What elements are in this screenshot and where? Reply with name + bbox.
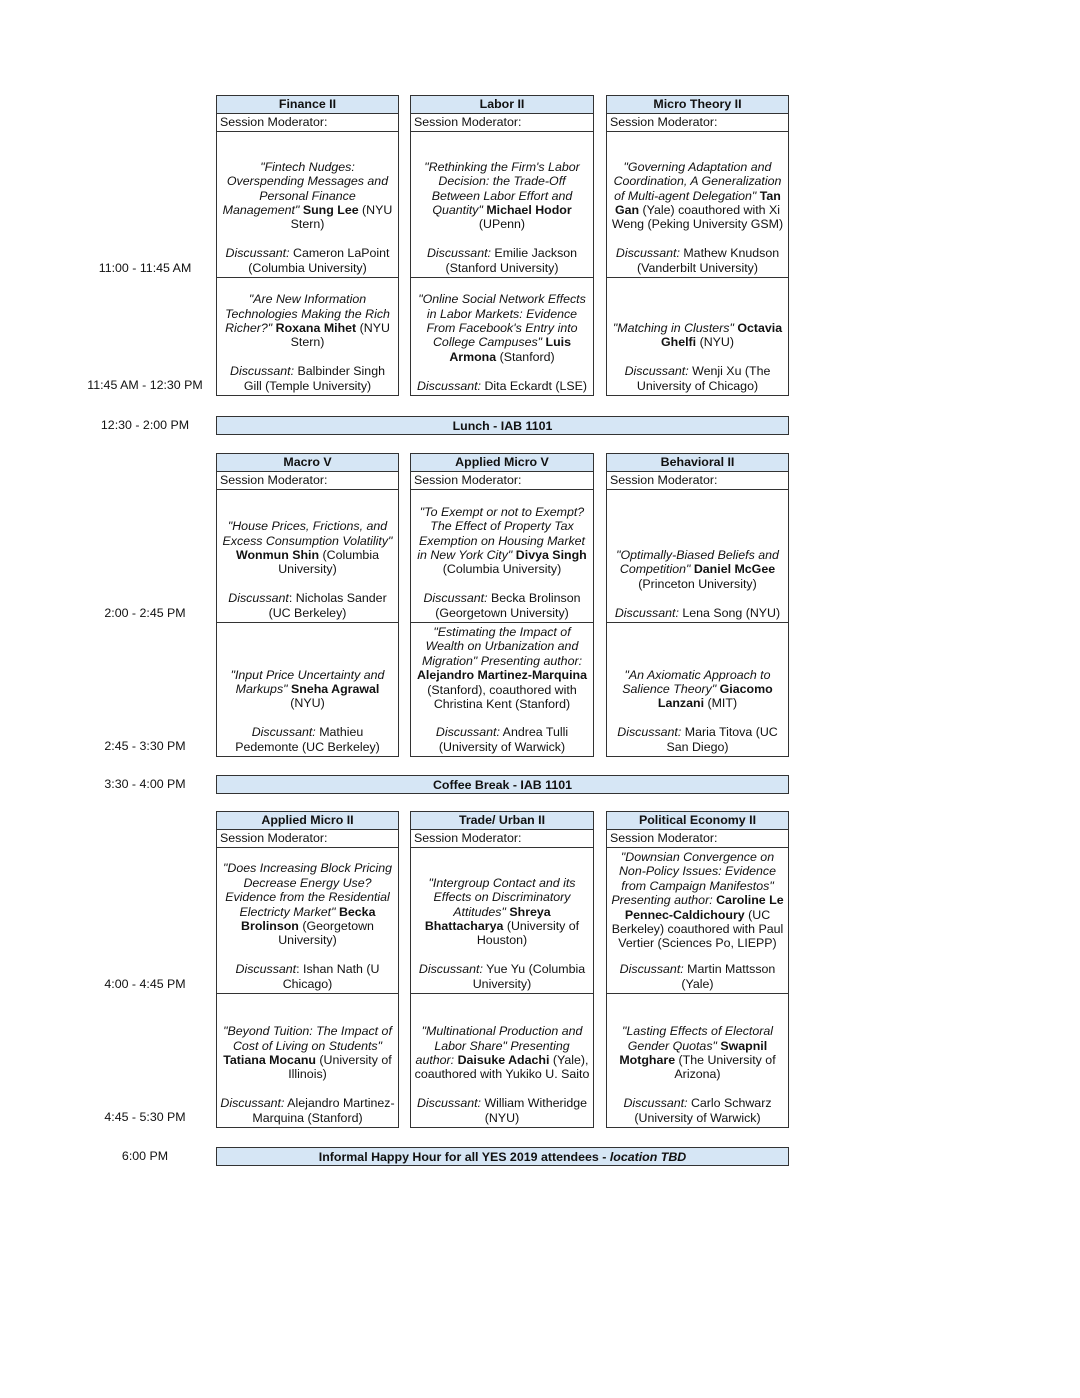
discussant-name: Dita Eckardt (LSE) xyxy=(481,378,588,393)
discussant-name: : Ishan Nath (U Chicago) xyxy=(282,962,380,991)
paper-affiliation: (Yale) coauthored with Xi Weng (Peking University GSM) xyxy=(611,202,784,232)
paper-info xyxy=(220,668,395,711)
session-title: Applied Micro II xyxy=(217,812,398,830)
session-moderator: Session Moderator: xyxy=(411,830,593,848)
paper-title: "Online Social Network Effects in Labor Markets: Evidence From Facebook's Entry into College Campuses" xyxy=(418,292,586,350)
session-column xyxy=(606,811,789,1128)
discussant-name: Maria Titova (UC San Diego) xyxy=(666,725,778,754)
discussant xyxy=(220,246,395,275)
time-slot: 2:00 - 2:45 PM xyxy=(104,606,186,620)
paper-info xyxy=(414,160,590,232)
paper-info xyxy=(414,625,590,711)
discussant-label: Discussant: xyxy=(426,246,491,261)
paper-affiliation: (Yale), coauthored with Yukiko U. Saito xyxy=(414,1052,590,1082)
paper-cell xyxy=(607,623,788,756)
paper-affiliation: (Princeton University) xyxy=(638,576,757,591)
paper-cell xyxy=(411,132,593,278)
break-label: Informal Happy Hour for all YES 2019 attendees - xyxy=(318,1150,610,1164)
time-slot: 2:45 - 3:30 PM xyxy=(104,739,186,753)
break-label: Coffee Break - IAB 1101 xyxy=(432,778,573,792)
paper-title: "Optimally-Biased Beliefs and Competition" xyxy=(616,547,779,577)
paper-author: Sung Lee xyxy=(302,202,359,217)
paper-cell xyxy=(217,623,398,756)
session-column xyxy=(410,811,594,1128)
paper-title: "Matching in Clusters" xyxy=(612,320,734,335)
discussant-label: Discussant: xyxy=(614,605,679,620)
session-moderator: Session Moderator: xyxy=(607,472,788,490)
paper-author: Roxana Mihet xyxy=(275,320,357,335)
discussant xyxy=(220,725,395,754)
paper-info xyxy=(610,850,785,951)
discussant-name: Wenji Xu (The University of Chicago) xyxy=(636,364,771,393)
time-slot: 4:00 - 4:45 PM xyxy=(104,977,186,991)
paper-author: Swapnil Motgharе xyxy=(619,1038,768,1067)
paper-info xyxy=(414,876,590,948)
paper-author: Wonmun Shin xyxy=(236,547,320,562)
break-label: Lunch - IAB 1101 xyxy=(452,419,553,433)
discussant-name: Balbinder Singh Gill (Temple University) xyxy=(243,364,385,393)
break-time: 3:30 - 4:00 PM xyxy=(104,777,186,791)
paper-info xyxy=(414,505,590,577)
break-bar xyxy=(216,416,789,435)
discussant-label: Discussant xyxy=(235,962,297,977)
paper-title: "Does Increasing Block Pricing Decrease Energy Use? Evidence from the Residential Electricty Market" xyxy=(223,861,392,919)
paper-title: "An Axiomatic Approach to Salience Theory" xyxy=(622,667,771,696)
paper-cell xyxy=(217,848,398,994)
paper-author: Giacomo Lanzani xyxy=(657,681,773,711)
discussant xyxy=(414,246,590,275)
paper-cell xyxy=(607,132,788,278)
session-moderator: Session Moderator: xyxy=(607,114,788,132)
discussant-label: Discussant: xyxy=(435,725,500,740)
break-bar xyxy=(216,1147,789,1166)
session-column xyxy=(216,811,399,1128)
paper-title: "Intergroup Contact and its Effects on Discriminatory Attitudes" xyxy=(428,875,576,919)
session-title: Finance II xyxy=(217,96,398,114)
session-moderator: Session Moderator: xyxy=(217,472,398,490)
discussant xyxy=(220,1096,395,1125)
paper-cell xyxy=(411,994,593,1127)
discussant-name: Cameron LaPoint (Columbia University) xyxy=(248,246,390,275)
paper-title: "Multinational Production and Labor Share" Presenting author: xyxy=(415,1024,583,1067)
session-column xyxy=(606,453,789,757)
paper-info xyxy=(414,292,590,364)
session-title: Micro Theory II xyxy=(607,96,788,114)
paper-affiliation: (Stanford), coauthored with Christina Kent (Stanford) xyxy=(427,682,577,712)
discussant xyxy=(610,364,785,393)
paper-author: Daniel McGee xyxy=(693,562,776,577)
discussant xyxy=(414,1096,590,1125)
paper-affiliation: (University of Illinois) xyxy=(288,1052,392,1082)
discussant xyxy=(414,591,590,620)
discussant xyxy=(417,379,587,393)
discussant-name: Mathew Knudson (Vanderbilt University) xyxy=(637,246,780,275)
paper-author: Becka Brolinson xyxy=(241,904,376,933)
paper-info xyxy=(610,1024,785,1082)
paper-info xyxy=(220,861,395,947)
discussant-label: Discussant: xyxy=(617,725,682,740)
break-time: 12:30 - 2:00 PM xyxy=(100,418,190,432)
discussant-label: Discussant: xyxy=(416,378,481,393)
paper-author: Caroline Le Pennec-Caldichoury xyxy=(624,893,784,922)
paper-info xyxy=(220,292,395,350)
paper-title: "Are New Information Technologies Making the Rich Richer?" xyxy=(225,292,390,335)
discussant xyxy=(220,364,395,393)
session-title: Trade/ Urban II xyxy=(411,812,593,830)
paper-author: Luis Armona xyxy=(449,335,572,364)
session-title: Applied Micro V xyxy=(411,454,593,472)
time-slot: 11:00 - 11:45 AM xyxy=(98,261,192,275)
discussant-label: Discussant: xyxy=(615,246,680,261)
paper-cell xyxy=(411,490,593,623)
paper-title: "To Exempt or not to Exempt? The Effect of Property Tax Exemption on Housing Market in New York City" xyxy=(417,504,585,562)
discussant-name: Carlo Schwarz (University of Warwick) xyxy=(634,1096,772,1125)
discussant xyxy=(610,246,785,275)
discussant-label: Discussant: xyxy=(418,962,483,977)
discussant-name: Mathieu Pedemonte (UC Berkeley) xyxy=(235,725,380,754)
discussant xyxy=(414,962,590,991)
discussant xyxy=(610,1096,785,1125)
discussant-name: Lena Song (NYU) xyxy=(678,605,781,620)
paper-title: "Downsian Convergence on Non-Policy Issues: Evidence from Campaign Manifestos" Presenting author: xyxy=(611,850,777,908)
paper-title: "Fintech Nudges: Overspending Messages and Personal Finance Management" xyxy=(222,159,389,217)
discussant-label: Discussant: xyxy=(230,364,295,379)
paper-title: "House Prices, Frictions, and Excess Consumption Volatility" xyxy=(222,519,393,548)
paper-cell xyxy=(217,278,398,395)
discussant-label: Discussant xyxy=(228,591,289,606)
paper-cell xyxy=(411,278,593,395)
discussant-label: Discussant: xyxy=(220,1096,285,1111)
discussant xyxy=(610,962,785,991)
paper-affiliation: (UC Berkeley) coauthored with Paul Vertier (Sciences Po, LIEPP) xyxy=(611,907,784,951)
paper-affiliation: (NYU) xyxy=(290,696,325,711)
paper-affiliation: (Columbia University) xyxy=(278,547,379,577)
paper-cell xyxy=(607,278,788,395)
session-moderator: Session Moderator: xyxy=(217,114,398,132)
paper-cell xyxy=(411,623,593,756)
session-column xyxy=(410,95,594,396)
discussant-name: : Nicholas Sander (UC Berkeley) xyxy=(268,591,387,620)
discussant xyxy=(220,962,395,991)
paper-affiliation: (NYU Stern) xyxy=(290,202,393,232)
discussant xyxy=(220,591,395,620)
session-moderator: Session Moderator: xyxy=(607,830,788,848)
break-label-italic: location TBD xyxy=(609,1150,687,1164)
paper-author: Michael Hodor xyxy=(486,202,572,217)
session-moderator: Session Moderator: xyxy=(411,114,593,132)
discussant-label: Discussant: xyxy=(416,1096,481,1111)
time-slot: 4:45 - 5:30 PM xyxy=(104,1110,186,1124)
discussant-name: Becka Brolinson (Georgetown University) xyxy=(435,591,581,620)
discussant-name: Yue Yu (Columbia University) xyxy=(472,962,586,991)
paper-author: Shreya Bhattacharya xyxy=(424,904,551,933)
discussant-name: William Witheridge (NYU) xyxy=(481,1096,588,1125)
session-title: Macro V xyxy=(217,454,398,472)
session-moderator: Session Moderator: xyxy=(217,830,398,848)
paper-info xyxy=(610,321,785,350)
discussant xyxy=(615,606,780,620)
paper-author: Tan Gan xyxy=(614,188,781,217)
discussant-label: Discussant: xyxy=(423,591,488,606)
session-title: Political Economy II xyxy=(607,812,788,830)
paper-title: "Rethinking the Firm's Labor Decision: the Trade-Off Between Labor Effort and Quantity" xyxy=(424,159,580,217)
session-column xyxy=(216,95,399,396)
time-slot: 11:45 AM - 12:30 PM xyxy=(87,378,203,392)
paper-info xyxy=(610,160,785,232)
paper-cell xyxy=(217,132,398,278)
session-title: Behavioral II xyxy=(607,454,788,472)
paper-title: "Governing Adaptation and Coordination, A Generalization of Multi-agent Delegation" xyxy=(613,159,782,203)
session-title: Labor II xyxy=(411,96,593,114)
session-column xyxy=(606,95,789,396)
paper-author: Sneha Agrawal xyxy=(291,681,380,696)
paper-author: Octavia Ghelfi xyxy=(661,320,783,350)
discussant-name: Alejandro Martinez-Marquina (Stanford) xyxy=(252,1096,395,1125)
break-bar xyxy=(216,775,789,794)
discussant-label: Discussant: xyxy=(624,364,689,379)
session-column xyxy=(216,453,399,757)
paper-title: "Input Price Uncertainty and Markups" xyxy=(230,667,385,696)
paper-cell xyxy=(607,848,788,994)
paper-affiliation: (UPenn) xyxy=(478,217,526,232)
paper-author: Divya Singh xyxy=(515,547,587,562)
discussant xyxy=(610,725,785,754)
discussant xyxy=(414,725,590,754)
paper-cell xyxy=(607,994,788,1127)
paper-affiliation: (NYU Stern) xyxy=(290,320,390,350)
paper-title: "Beyond Tuition: The Impact of Cost of Living on Students" xyxy=(223,1024,392,1053)
break-time: 6:00 PM xyxy=(121,1149,169,1163)
paper-title: "Estimating the Impact of Wealth on Urbanization and Migration" Presenting author: xyxy=(421,625,583,668)
paper-info xyxy=(220,160,395,232)
paper-info xyxy=(610,668,785,711)
paper-author: Tatiana Mocanu xyxy=(223,1052,316,1067)
paper-affiliation: (The University of Arizona) xyxy=(674,1052,776,1082)
paper-affiliation: (Georgetown University) xyxy=(278,918,374,948)
discussant-name: Andrea Tulli (University of Warwick) xyxy=(438,725,569,754)
discussant-label: Discussant: xyxy=(225,246,290,261)
paper-cell xyxy=(411,848,593,994)
discussant-label: Discussant: xyxy=(619,962,684,977)
paper-cell xyxy=(607,490,788,623)
paper-cell xyxy=(217,994,398,1127)
paper-affiliation: (University of Houston) xyxy=(476,918,580,948)
paper-affiliation: (Columbia University) xyxy=(442,562,562,577)
discussant-label: Discussant: xyxy=(251,725,316,740)
discussant-label: Discussant: xyxy=(623,1096,688,1111)
paper-title: "Lasting Effects of Electoral Gender Quotas" xyxy=(621,1024,774,1053)
paper-affiliation: (MIT) xyxy=(704,696,738,711)
discussant-name: Martin Mattsson (Yale) xyxy=(681,962,776,991)
paper-info xyxy=(414,1024,590,1082)
paper-affiliation: (NYU) xyxy=(696,335,734,350)
paper-author: Alejandro Martinez-Marquina xyxy=(416,668,588,683)
paper-affiliation: (Stanford) xyxy=(496,349,555,364)
discussant-name: Emilie Jackson (Stanford University) xyxy=(445,246,578,275)
paper-info xyxy=(610,548,785,591)
paper-author: Daisuke Adachi xyxy=(457,1052,550,1067)
session-moderator: Session Moderator: xyxy=(411,472,593,490)
paper-cell xyxy=(217,490,398,623)
session-column xyxy=(410,453,594,757)
paper-info xyxy=(220,519,395,577)
paper-info xyxy=(220,1024,395,1082)
